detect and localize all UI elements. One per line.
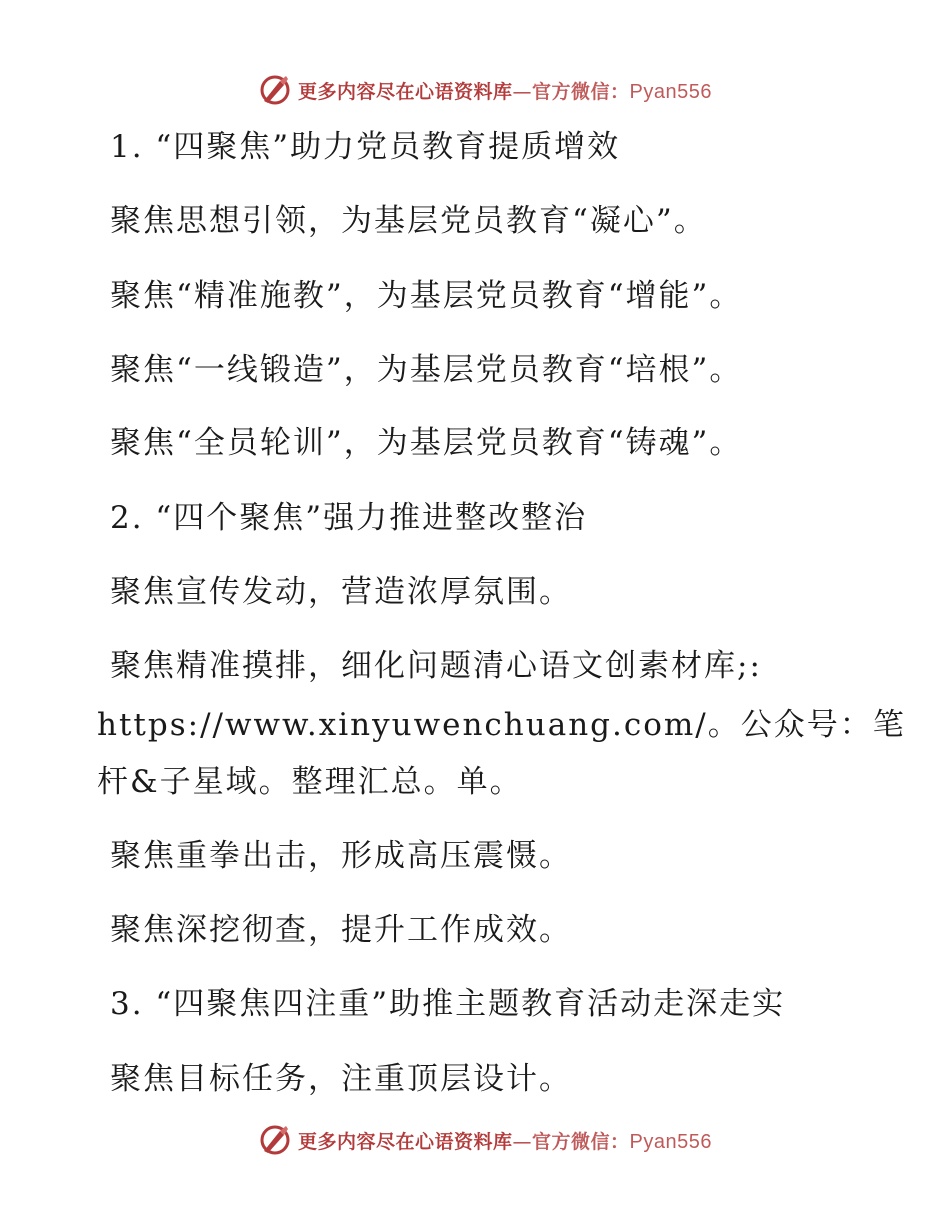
watermark-wechat-id: Pyan556 <box>629 1130 712 1153</box>
paragraph-line: 聚焦深挖彻查，提升工作成效。 <box>110 912 572 948</box>
paragraph-line-url: https://www.xinyuwenchuang.com/。公众号：笔 <box>97 707 906 743</box>
watermark-suffix-text: 官方微信： <box>532 80 630 103</box>
header-watermark-banner <box>0 70 950 110</box>
footer-watermark-banner <box>0 1120 950 1160</box>
paragraph-line: 聚焦“一线锻造”，为基层党员教育“培根”。 <box>110 352 743 388</box>
watermark-dash: — <box>512 1130 533 1153</box>
watermark-wechat-id: Pyan556 <box>629 80 712 103</box>
heading-2: 2. “四个聚焦”强力推进整改整治 <box>110 500 588 536</box>
watermark-main-text: 更多内容尽在心语资料库 <box>298 1130 513 1153</box>
paragraph-line: 聚焦目标任务，注重顶层设计。 <box>110 1061 572 1097</box>
watermark-suffix-text: 官方微信： <box>532 1130 630 1153</box>
watermark-dash: — <box>512 80 533 103</box>
paragraph-line: 聚焦“全员轮训”，为基层党员教育“铸魂”。 <box>110 425 743 461</box>
watermark-main-text: 更多内容尽在心语资料库 <box>298 80 513 103</box>
quill-logo-icon <box>258 1123 292 1157</box>
watermark-group <box>258 1123 712 1157</box>
paragraph-line: 杆&子星域。整理汇总。单。 <box>97 764 523 800</box>
quill-logo-icon <box>258 73 292 107</box>
heading-3: 3. “四聚焦四注重”助推主题教育活动走深走实 <box>110 986 786 1022</box>
heading-1: 1. “四聚焦”助力党员教育提质增效 <box>110 129 621 165</box>
paragraph-line: 聚焦“精准施教”，为基层党员教育“增能”。 <box>110 278 743 314</box>
paragraph-line: 聚焦重拳出击，形成高压震慑。 <box>110 838 572 874</box>
watermark-group <box>258 73 712 107</box>
paragraph-line: 聚焦思想引领，为基层党员教育“凝心”。 <box>110 203 707 239</box>
paragraph-line: 聚焦宣传发动，营造浓厚氛围。 <box>110 574 572 610</box>
paragraph-line: 聚焦精准摸排，细化问题清心语文创素材库;: <box>110 648 762 684</box>
